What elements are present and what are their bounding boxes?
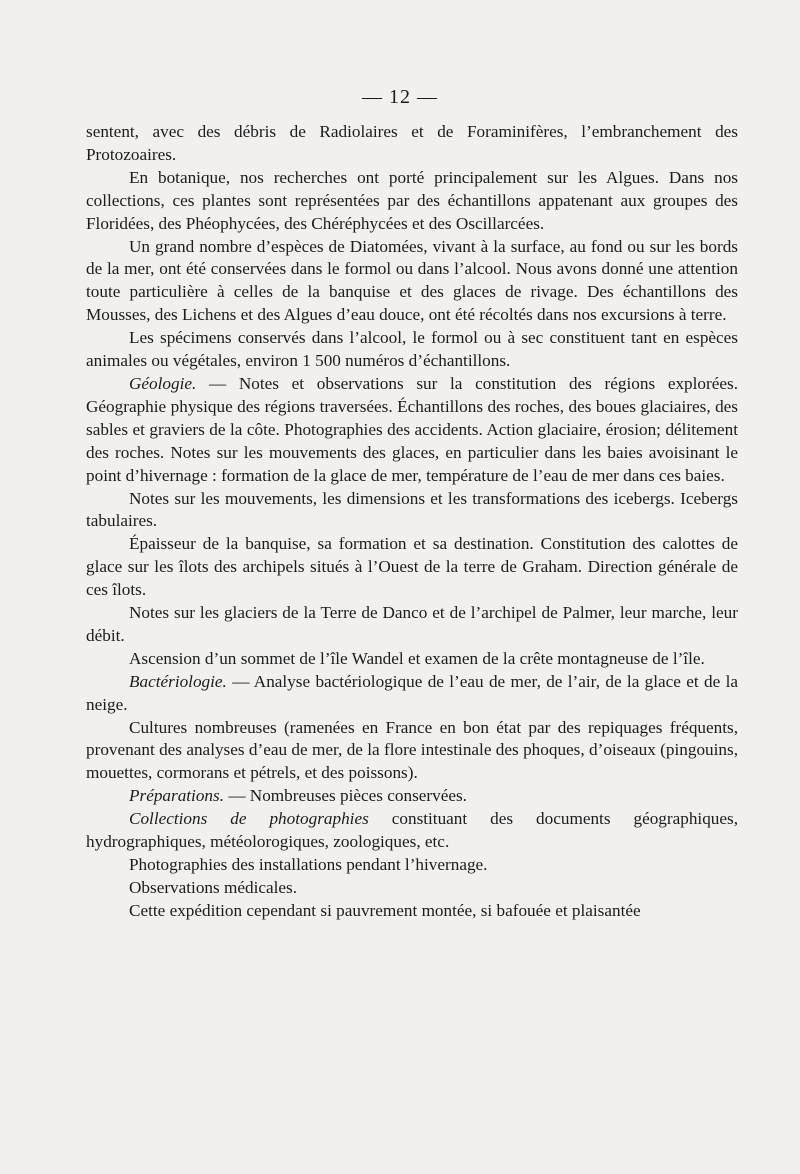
paragraph-glaciers: Notes sur les glaciers de la Terre de Danco et de l’archipel de Palmer, leur marche, leur débit.: [86, 603, 738, 645]
paragraph-diatomees: Un grand nombre d’espèces de Diatomées, vivant à la surface, au fond ou sur les bords de la mer, ont été conservées dans le formol ou dans l’alcool. Nous avons donné une attention toute particulière à celles de la banquise et des glaces de rivage. Des échantillons des Mousses, des Lichens et des Algues d’eau douce, ont été récoltés dans nos excursions à terre.: [86, 236, 738, 325]
page-number: — 12 —: [362, 86, 438, 108]
paragraph-banquise: Épaisseur de la banquise, sa formation et sa destination. Constitution des calottes de glace sur les îlots des archipels situés à l’Ouest de la terre de Graham. Direction générale de ces îlots.: [86, 534, 738, 600]
paragraph-collections-photographies: Collections de photographies constituant des documents géographiques, hydrographiques, météolorogiques, zoologiques, etc.: [86, 809, 739, 852]
paragraph-geologie: Géologie. — Notes et observations sur la constitution des régions explorées. Géographie physique des régions traversées. Échantillons des roches, des boues glaciaires, des sables et graviers de la côte. Photographies des accidents. Action glaciaire, érosion; délitement des roches. Notes sur les mouvements des glaces, en particulier dans les baies avoisinant le point d’hivernage : formation de la glace de mer, température de l’eau de mer dans ces baies.: [86, 373, 738, 485]
paragraph-botanique: En botanique, nos recherches ont porté principalement sur les Algues. Dans nos collections, ces plantes sont représentées par des échantillons appatenant aux groupes des Floridées, des Phéophycées, des Chéréphycées et des Oscillarcées.: [86, 167, 738, 233]
paragraph-bacteriologie: Bactériologie. — Analyse bactériologique de l’eau de mer, de l’air, de la glace et de la neige.: [86, 671, 738, 714]
paragraph-observations-medicales: Observations médicales.: [129, 877, 298, 897]
paragraph-photographies-installations: Photographies des installations pendant l’hivernage.: [129, 855, 488, 874]
paragraph-icebergs: Notes sur les mouvements, les dimensions et les transformations des icebergs. Icebergs tabulaires.: [86, 488, 738, 531]
paragraph-expedition: Cette expédition cependant si pauvrement montée, si bafouée et plaisantée: [129, 900, 641, 920]
paragraph-ascension: Ascension d’un sommet de l’île Wandel et examen de la crête montagneuse de l’île.: [129, 648, 705, 668]
paragraph-preparations: Préparations. — Nombreuses pièces conservées.: [129, 786, 467, 806]
paragraph-protozoaires: sentent, avec des débris de Radiolaires et de Foraminifères, l’embranchement des Protozoaires.: [86, 122, 738, 164]
section-heading-geologie: Géologie.: [129, 373, 197, 393]
paragraph-cultures: Cultures nombreuses (ramenées en France en bon état par des repiquages fréquents, provenant des analyses d’eau de mer, de la flore intestinale des phoques, d’oiseaux (pingouins, mouettes, cormorans et pétrels, et des poissons).: [86, 717, 738, 783]
section-heading-preparations: Préparations.: [129, 786, 225, 806]
section-heading-collections: Collections de photographies: [129, 809, 369, 829]
section-heading-bacteriologie: Bactériologie.: [129, 671, 227, 691]
body-text: [86, 121, 738, 923]
paragraph-specimens: Les spécimens conservés dans l’alcool, le formol ou à sec constituent tant en espèces animales ou végétales, environ 1 500 numéros d’échantillons.: [86, 328, 738, 371]
